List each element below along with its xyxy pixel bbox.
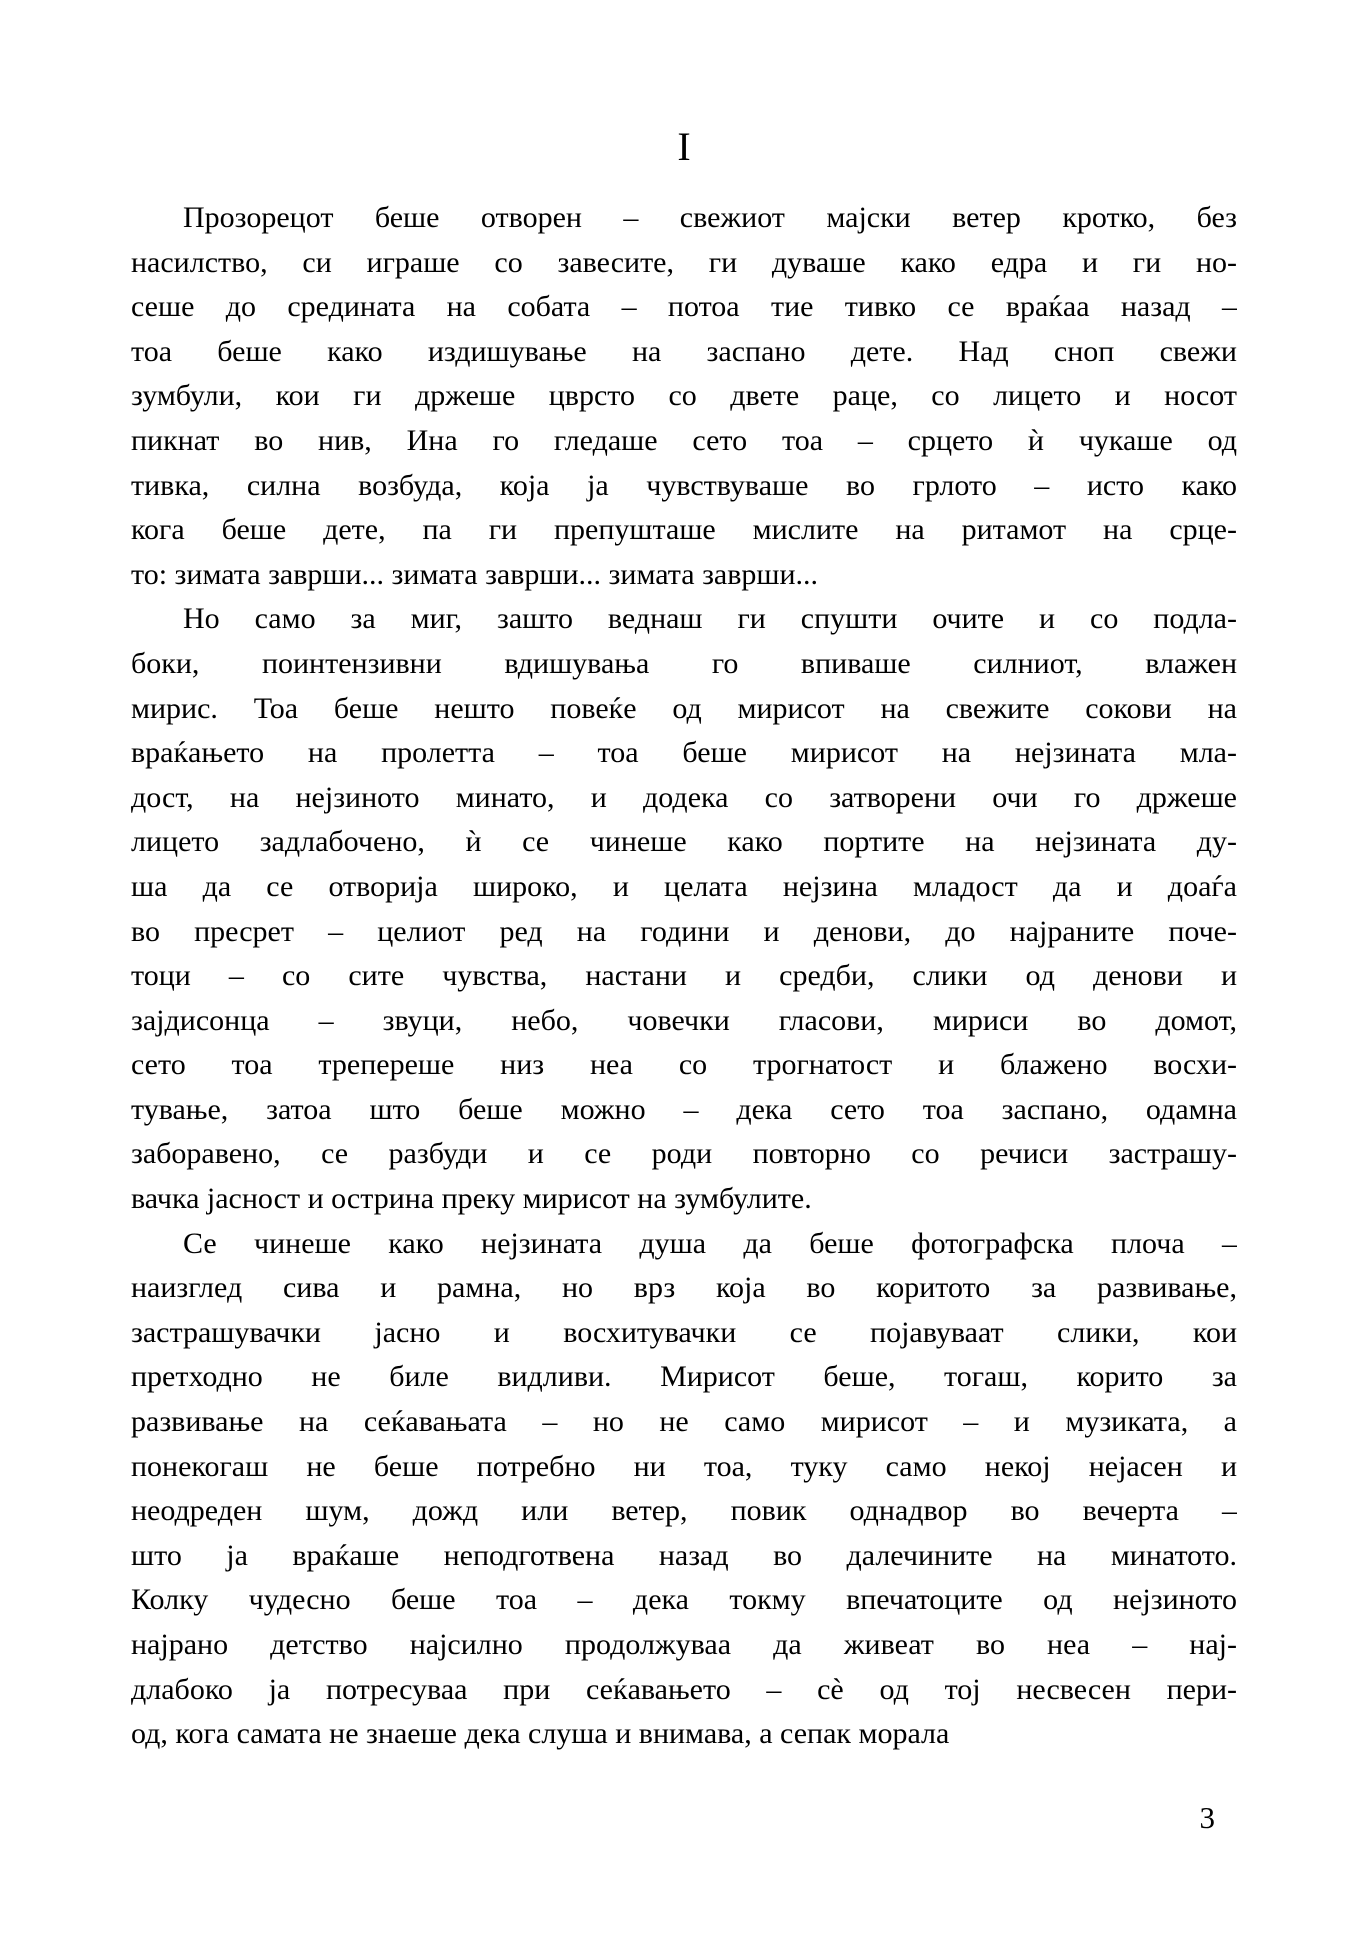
text-line: ша да се отворија широко, и целата нејзина младост да и доаѓа	[131, 869, 1237, 903]
text-line: зумбули, кои ги држеше цврсто со двете раце, со лицето и носот	[131, 379, 1237, 413]
text-line: Но само за миг, зашто веднаш ги спушти очите и со подла-	[183, 602, 1237, 636]
text-line: Колку чудесно беше тоа – дека токму впечатоците од нејзиното	[131, 1583, 1237, 1617]
text-line: заборавено, се разбуди и се роди повторно со речиси застрашу-	[131, 1137, 1237, 1171]
text-line: неодреден шум, дожд или ветер, повик однадвор во вечерта –	[131, 1494, 1237, 1528]
text-line: тување, затоа што беше можно – дека сето тоа заспано, одамна	[131, 1092, 1237, 1126]
text-line: понекогаш не беше потребно ни тоа, туку само некој нејасен и	[131, 1449, 1237, 1483]
text-block	[131, 196, 1237, 1757]
text-line: боки, поинтензивни вдишувања го впиваше силниот, влажен	[131, 646, 1237, 680]
text-line: претходно не биле видливи. Мирисот беше, тогаш, корито за	[131, 1360, 1237, 1394]
text-line: зајдисонца – звуци, небо, човечки гласови, мириси во домот,	[131, 1003, 1237, 1037]
text-line: застрашувачки јасно и восхитувачки се појавуваат слики, кои	[131, 1315, 1237, 1349]
text-line: насилство, си играше со завесите, ги дуваше како едра и ги но-	[131, 245, 1237, 279]
text-line: сеше до средината на собата – потоа тие тивко се враќаа назад –	[131, 290, 1237, 324]
text-line: тивка, силна возбуда, која ја чувствуваше во грлото – исто како	[131, 468, 1237, 502]
paragraph-3	[131, 1222, 1237, 1757]
chapter-heading: I	[677, 124, 691, 169]
paragraph-1	[131, 196, 1237, 597]
text-line: наизглед сива и рамна, но врз која во коритото за развивање,	[131, 1271, 1237, 1305]
text-line: тоа беше како издишување на заспано дете. Над сноп свежи	[131, 334, 1237, 368]
text-line: што ја враќаше неподготвена назад во далечините на минатото.	[131, 1538, 1237, 1572]
paragraph-2	[131, 597, 1237, 1221]
text-line: дост, на нејзиното минато, и додека со затворени очи го држеше	[131, 780, 1237, 814]
text-line: кога беше дете, па ги препушташе мислите на ритамот на срце-	[131, 513, 1237, 547]
text-line: развивање на сеќавањата – но не само мирисот – и музиката, а	[131, 1405, 1237, 1439]
text-line: враќањето на пролетта – тоа беше мирисот на нејзината мла-	[131, 736, 1237, 770]
text-line: пикнат во нив, Ина го гледаше сето тоа – срцето ѝ чукаше од	[131, 423, 1237, 457]
text-line: најрано детство најсилно продолжуваа да живеат во неа – нај-	[131, 1628, 1237, 1661]
text-line: во пресрет – целиот ред на години и денови, до најраните поче-	[131, 914, 1237, 948]
text-line: Се чинеше како нејзината душа да беше фотографска плоча –	[183, 1226, 1237, 1260]
text-line: мирис. Тоа беше нешто повеќе од мирисот на свежите сокови на	[131, 691, 1237, 725]
text-line: то: зимата заврши... зимата заврши... зимата заврши...	[131, 557, 819, 591]
text-line: вачка јасност и острина преку мирисот на зумбулите.	[131, 1182, 812, 1216]
text-line: од, кога самата не знаеше дека слуша и внимава, а сепак морала	[131, 1717, 950, 1751]
text-line: сето тоа трепереше низ неа со трогнатост и блажено восхи-	[131, 1048, 1237, 1082]
page-number: 3	[1199, 1800, 1215, 1835]
text-line: длабоко ја потресуваа при сеќавањето – сѐ од тој несвесен пери-	[131, 1672, 1237, 1706]
text-line: лицето задлабочено, ѝ се чинеше како портите на нејзината ду-	[131, 825, 1237, 859]
text-line: тоци – со сите чувства, настани и средби, слики од денови и	[131, 959, 1237, 993]
text-line: Прозорецот беше отворен – свежиот мајски ветер кротко, без	[183, 201, 1237, 234]
